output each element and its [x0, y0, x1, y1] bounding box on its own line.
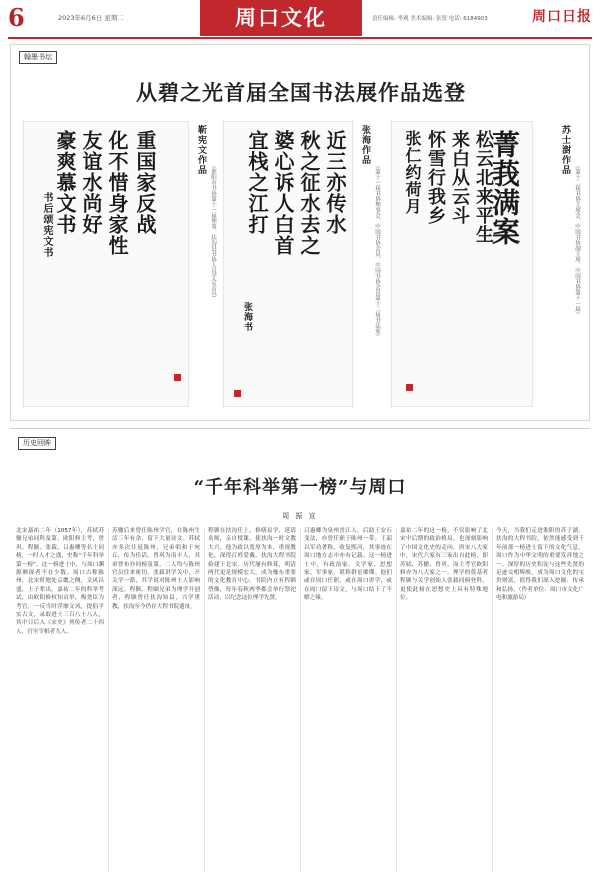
artwork-3 [391, 121, 533, 407]
masthead [0, 0, 600, 36]
calligraphy-column: 豪爽慕文书 [53, 130, 77, 235]
calligraphy-column: 化不惜身家性 [105, 130, 129, 256]
editor-credits: 责任编辑: 李观 美术编辑: 张贺 电话: 6184903 [372, 16, 488, 22]
calligraphy-column: 近三亦传水 [323, 130, 347, 235]
column-divider [492, 529, 493, 871]
header-rule [8, 37, 592, 39]
history-article [10, 428, 590, 876]
exhibition-tag: 翰墨书坛 [19, 51, 57, 64]
article-tag: 历史回眸 [18, 437, 56, 450]
artist-name: 张海作品 [360, 125, 370, 165]
calligraphy-column: 张海书 [242, 302, 252, 332]
calligraphy-column: 秋之征水去之 [297, 130, 321, 256]
calligraphy-column: 婆心诉人白首 [271, 130, 295, 256]
calligraphy-column: 张仁约荷月 [403, 130, 422, 215]
article-column: 苏辙后来曾任陈州学官，在陈州生活三年有余，留下大量诗文。苏轼亦多次往返陈州，兄弟唱和于宛丘，传为佳话。曾巩为南丰人，其弟曾布亦同榜及第，二人均与陈州官员往来密切。张载讲学关中，开关学一派，其学说对陈州士人影响深远。程颢、程颐兄弟为理学开创者，程颢曾任扶沟知县，兴学重教，扶沟至今仍存大程书院遗址。 [112, 528, 200, 610]
calligraphy-column: 来白从云斗 [449, 130, 470, 225]
article-column: 嘉祐二年的这一榜，不仅影响了北宋中后期的政治格局，也深刻影响了中国文化史的走向。唐宋八大家中，宋代六家有三家出自此榜，即苏轼、苏辙、曾巩，而主考官欧阳修亦为八大家之一。理学的奠基者程颢与关学创始人张载同榜登科，更使此榜在思想史上具有特殊地位。 [400, 528, 488, 602]
calligraphy-column: 书后颂宪文书 [41, 192, 52, 258]
artist-name: 靳宪文作品 [196, 125, 206, 175]
calligraphy-column: 松云北来平生 [473, 130, 494, 244]
calligraphy-column: 友谊水尚好 [79, 130, 103, 235]
article-column: 吕惠卿为泉州晋江人，后助王安石变法，亦曾任职于陈州一带。王韶以军功著称，收复熙河，其事迹在周口地方志中亦有记载。这一榜进士中，有政治家、文学家、思想家、军事家，堪称群星璀璨。他们或在周口任职，或在周口讲学，或在周口留下诗文，与周口结下了不解之缘。 [304, 528, 392, 602]
exhibition-title: 从碧之光首届全国书法展作品选登 [136, 80, 466, 105]
seal-stamp [406, 384, 413, 391]
calligraphy-column: 重国家反战 [133, 130, 157, 235]
column-divider [300, 529, 301, 871]
column-divider [396, 529, 397, 871]
artist-description: （第十二届书协主席会、中国书协副主席、中国书协第十一届） [574, 163, 580, 317]
section-title: 周口文化 [200, 0, 362, 36]
page-number: 6 [8, 3, 25, 32]
newspaper-logo: 周口日报 [532, 9, 592, 25]
seal-stamp [174, 374, 181, 381]
calligraphy-column: 怀雪行我乡 [425, 130, 446, 225]
column-divider [204, 529, 205, 871]
article-body [10, 527, 590, 873]
calligraphy-exhibition [10, 44, 590, 421]
date-line: 2023年6月6日 星期二 [58, 14, 124, 22]
article-column: 程颢在扶沟任上，修缮县学，延请名师，亲自授课，使扶沟一时文教大兴。他为政以宽厚为本，重视教化，深得百姓爱戴。扶沟大程书院始建于北宋，历代屡有修葺，明清两代更是规模宏大，成为豫东重要的文化教育中心。书院内立有程颢塑像，每年春秋两季都会举行祭祀活动，以纪念这位理学先贤。 [208, 528, 296, 602]
artwork-2 [223, 121, 353, 407]
article-column: 北宋嘉祐二年（1057年），苏轼苏辙兄弟同科及第，欧阳修主考，曾巩、程颢、张载、吕惠卿等名士同榜，一时人才之盛，史称“千年科举第一榜”。这一榜进士中，与周口渊源颇深者不在少数。周口古称陈州，北宋时地处京畿之侧，文风昌盛，士子辈出。嘉祐二年的科举考试，由欧阳修权知贡举，梅尧臣为考官，一反当时浮靡文风，提倡平实古文，录取进士三百八十八人，其中日后入《宋史》列传者二十四人，官至宰相者九人。 [16, 528, 104, 635]
artist-description: （第十一届书协理事会、中国书协会员、中国书协会员第十二届书法家） [374, 163, 380, 339]
article-column: 今天，当我们走进淮阳的苏子湖、扶沟的大程书院，依然能感受到千年前那一榜进士留下的文化气息。周口作为中华文明的重要发祥地之一，深厚的历史积淀与这些先贤的足迹交相辉映，成为周口文化的宝贵财富，值得我们深入挖掘、传承和弘扬。（作者单位：周口市文化广电和旅游局） [496, 528, 584, 602]
artwork-1 [23, 121, 189, 407]
calligraphy-column: 菁莪满案 [488, 130, 521, 246]
article-title: “千年科举第一榜”与周口 [193, 477, 407, 498]
calligraphy-column: 宜栈之江打 [245, 130, 269, 235]
article-byline: 周 振 宣 [282, 512, 318, 520]
artist-name: 苏士澍作品 [560, 125, 570, 175]
seal-stamp [234, 390, 241, 397]
column-divider [108, 529, 109, 871]
artist-description: （淮阳市书协第十一届理事、扶沟县书协人员学会会员） [210, 163, 216, 301]
